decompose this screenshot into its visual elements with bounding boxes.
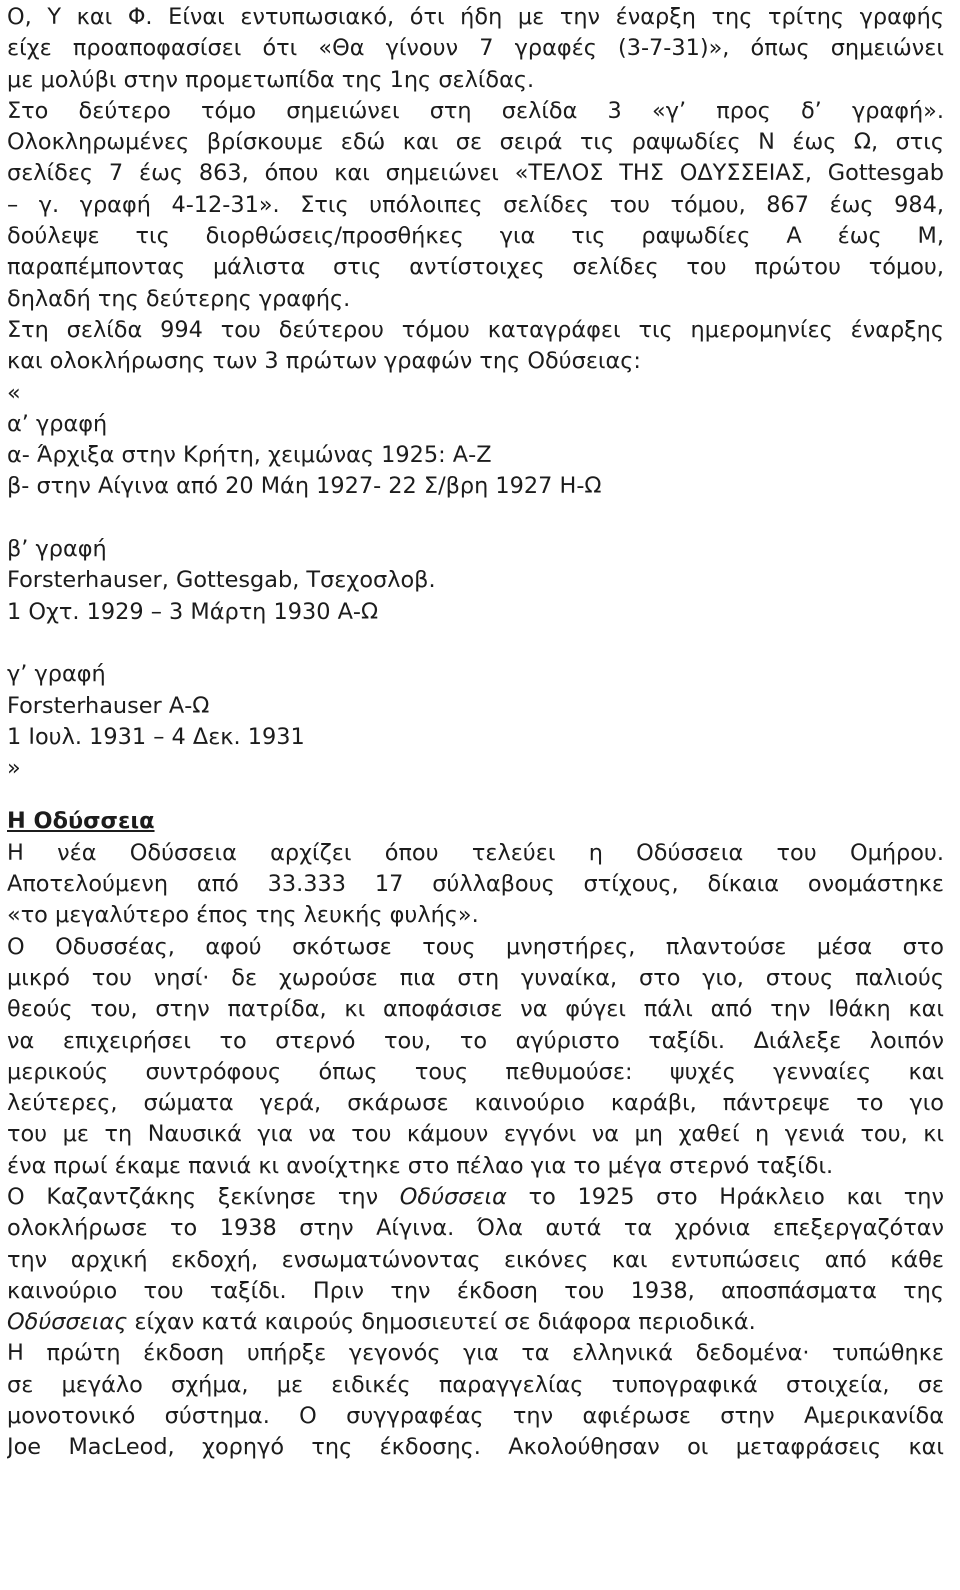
quote-open: « <box>7 379 21 406</box>
text-line: καινούριο του ταξίδι. Πριν την έκδοση του 1938, αποσπάσματα της <box>7 1277 944 1304</box>
text-line: Ολοκληρωμένες βρίσκουμε εδώ και σε σειρά τις ραψωδίες Ν έως Ω, στις <box>7 129 944 156</box>
text-line: σε μεγάλο σχήμα, με ειδικές παραγγελίας τυπογραφικά στοιχεία, σε <box>7 1371 944 1398</box>
text-line: θεούς του, στην πατρίδα, κι αποφάσισε να φύγει πάλι από την Ιθάκη και <box>7 996 944 1023</box>
third-draft-line: 1 Ιουλ. 1931 – 4 Δεκ. 1931 <box>7 723 305 750</box>
spacer <box>7 503 944 534</box>
text-line: Joe MacLeod, χορηγό της έκδοσης. Ακολούθησαν οι μεταφράσεις και <box>7 1434 944 1461</box>
text-line: Ο, Υ και Φ. Είναι εντυπωσιακό, ότι ήδη με την έναρξη της τρίτης γραφής <box>7 4 944 30</box>
text-line: ένα πρωί έκαμε πανιά κι ανοίχτηκε στο πέλαο για το μέγα στερνό ταξίδι. <box>7 1152 834 1179</box>
text-run: το 1925 στο Ηράκλειο και την <box>506 1183 944 1210</box>
text-line: Η πρώτη έκδοση υπήρξε γεγονός για τα ελληνικά δεδομένα· τυπώθηκε <box>7 1340 944 1367</box>
text-line <box>7 1182 944 1213</box>
text-line: με μολύβι στην προμετωπίδα της 1ης σελίδας. <box>7 66 535 93</box>
text-line: Στο δεύτερο τόμο σημειώνει στη σελίδα 3 «γ’ προς δ’ γραφή». <box>7 97 944 124</box>
text-line: και ολοκλήρωσης των 3 πρώτων γραφών της Οδύσειας: <box>7 348 641 375</box>
quote-close: » <box>7 755 21 782</box>
paragraph-3 <box>7 1182 944 1338</box>
text-line: Στη σελίδα 994 του δεύτερου τόμου καταγράφει τις ημερομηνίες έναρξης <box>7 316 944 343</box>
paragraph-1 <box>7 838 944 932</box>
text-line: μονοτονικό σύστημα. Ο συγγραφέας την αφιέρωσε στην Αμερικανίδα <box>7 1403 944 1430</box>
first-draft-title: α’ γραφή <box>7 410 108 437</box>
text-line <box>7 1307 944 1338</box>
spacer <box>7 628 944 659</box>
text-line: του με τη Ναυσικά για να του κάμουν εγγόνι να μη χαθεί η γενιά του, κι <box>7 1121 944 1148</box>
text-line: να επιχειρήσει το στερνό του, το αγύριστο ταξίδι. Διάλεξε λοιπόν <box>7 1027 944 1054</box>
text-run: είχαν κατά καιρούς δημοσιευτεί σε διάφορα περιοδικά. <box>127 1309 756 1336</box>
text-line: παραπέμποντας μάλιστα στις αντίστοιχες σελίδες του πρώτου τόμου, <box>7 254 944 281</box>
text-line: Ο Οδυσσέας, αφού σκότωσε τους μνηστήρες, πλαντούσε μέσα στο <box>7 933 944 960</box>
text-line: Η νέα Οδύσσεια αρχίζει όπου τελεύει η Οδύσσεια του Ομήρου. <box>7 839 944 866</box>
third-draft-line: Forsterhauser Α-Ω <box>7 692 210 719</box>
text-run: Ο Καζαντζάκης ξεκίνησε την <box>7 1183 400 1210</box>
paragraph-2 <box>7 932 944 1182</box>
book-title: Οδύσσειας <box>7 1309 128 1336</box>
second-draft-line: Forsterhauser, Gottesgab, Τσεχοσλοβ. <box>7 567 436 594</box>
text-line: είχε προαποφασίσει ότι «Θα γίνουν 7 γραφές (3-7-31)», όπως σημειώνει <box>7 35 944 62</box>
text-line: δηλαδή της δεύτερης γραφής. <box>7 285 351 312</box>
book-title: Οδύσσεια <box>399 1183 507 1210</box>
text-line: την αρχική εκδοχή, ενσωματώνοντας εικόνες και εντυπώσεις από κάθε <box>7 1246 944 1273</box>
text-line: μικρό του νησί· δε χωρούσε πια στη γυναίκα, στο γιο, στους παλιούς <box>7 964 944 991</box>
text-line: Αποτελούμενη από 33.333 17 σύλλαβους στίχους, δίκαια ονομάστηκε <box>7 871 944 898</box>
text-line: λεύτερες, σώματα γερά, σκάρωσε καινούριο καράβι, πάντρεψε το γιο <box>7 1090 944 1117</box>
intro-text <box>7 2 944 378</box>
first-draft-line: β- στην Αίγινα από 20 Μάη 1927- 22 Σ/βρη 1927 Η-Ω <box>7 473 602 500</box>
text-line: ολοκλήρωσε το 1938 στην Αίγινα. Όλα αυτά τα χρόνια επεξεργαζόταν <box>7 1215 944 1242</box>
second-draft-title: β’ γραφή <box>7 536 107 563</box>
text-line: δούλεψε τις διορθώσεις/προσθήκες για τις ραψωδίες Α έως Μ, <box>7 223 944 250</box>
first-draft-line: α- Άρχιξα στην Κρήτη, χειμώνας 1925: Α-Ζ <box>7 442 492 469</box>
text-line: – γ. γραφή 4-12-31». Στις υπόλοιπες σελίδες του τόμου, 867 έως 984, <box>7 191 944 218</box>
spacer <box>7 784 944 806</box>
text-line: σελίδες 7 έως 863, όπου και σημειώνει «ΤΕΛΟΣ ΤΗΣ ΟΔΥΣΣΕΙΑΣ, Gottesgab <box>7 160 944 187</box>
paragraph-4 <box>7 1338 944 1463</box>
quoted-block <box>7 378 944 785</box>
text-line: «το μεγαλύτερο έπος της λευκής φυλής». <box>7 902 479 929</box>
third-draft-title: γ’ γραφή <box>7 661 106 688</box>
section-heading: Η Οδύσσεια <box>7 808 155 835</box>
second-draft-line: 1 Οχτ. 1929 – 3 Μάρτη 1930 Α-Ω <box>7 598 379 625</box>
text-line: μερικούς συντρόφους όπως τους πεθυμούσε: ψυχές γενναίες και <box>7 1058 944 1085</box>
